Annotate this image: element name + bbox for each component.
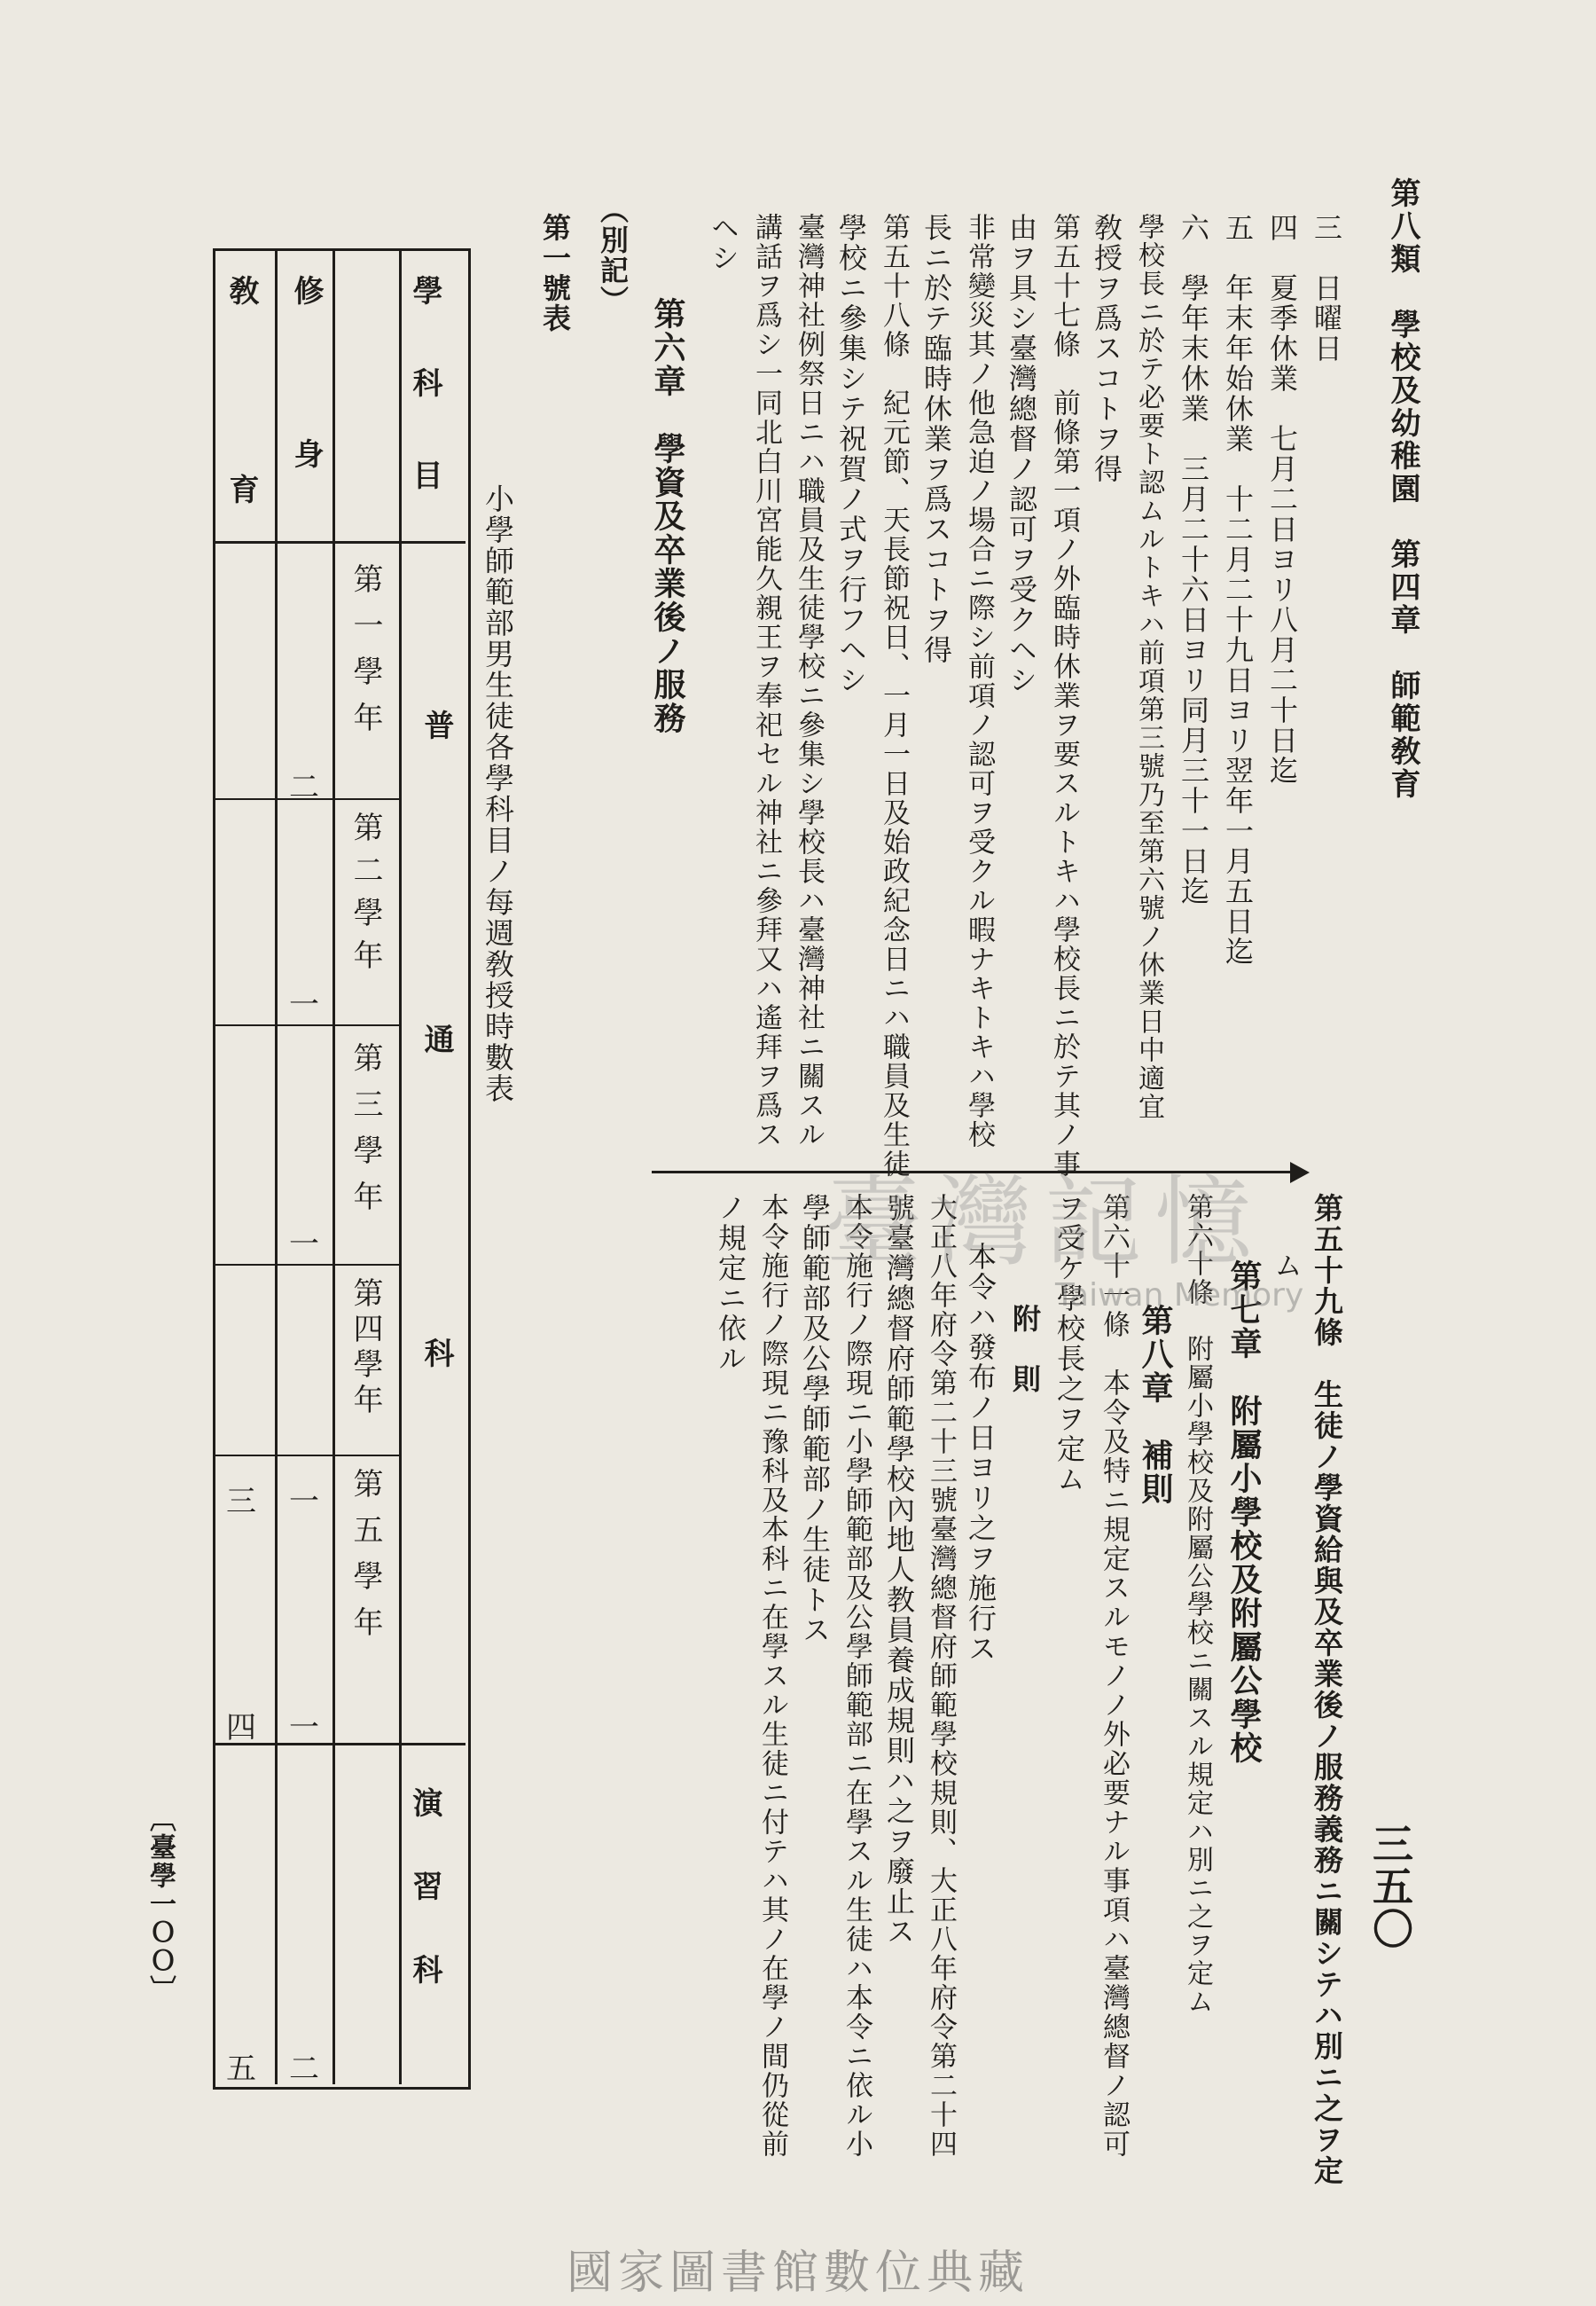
shrine-clause-end: ヘシ — [707, 213, 740, 273]
table-title: 小學師範部男生徒各學科目ノ每週敎授時數表 — [481, 483, 515, 1104]
chapter-8-heading: 第八章 補則 — [1137, 1304, 1174, 1506]
principal-clause-cont: 敎授ヲ爲スコトヲ得 — [1090, 213, 1123, 484]
holiday-6: 六 學年末休業 三月二十六日ヨリ同月三十一日迄 — [1177, 213, 1210, 906]
article-57-cont: 由ヲ具シ臺灣總督ノ認可ヲ受クヘシ — [1005, 213, 1038, 695]
watermark-logo: 臺灣記憶 — [825, 1165, 1264, 1279]
row-line-y4 — [215, 1455, 402, 1456]
shrine-clause: 臺灣神社例祭日ニハ職員及生徒學校ニ參集シ學校長ハ臺灣神社ニ關スル — [793, 213, 825, 1149]
article-59-cont: ム — [1270, 1251, 1303, 1281]
emergency-clause: 非常變災其ノ他急迫ノ場合ニ際シ前項ノ認可ヲ受クル暇ナキトキハ學校 — [963, 213, 995, 1149]
supp-2: 大正八年府令第二十三號臺灣總督府師範學校規則、大正八年府令第二十四 — [925, 1193, 957, 2159]
shrine-clause-cont: 講話ヲ爲シ一同北白川宮能久親王ヲ奉祀セル神社ニ參拜又ハ遙拜ヲ爲ス — [750, 213, 782, 1149]
supp-4-cont: ノ規定ニ依ル — [714, 1193, 747, 1374]
subject-header: 學科目 — [407, 275, 442, 552]
supplementary-heading: 附 則 — [1008, 1304, 1042, 1394]
ethics-practice: 二 — [289, 2051, 319, 2087]
education-practice: 五 — [226, 2051, 256, 2087]
library-footer: 國家圖書館數位典藏 — [566, 2247, 1029, 2300]
ethics-year1: 二 — [289, 770, 319, 805]
education-year4: 三 — [226, 1484, 256, 1519]
emergency-clause-cont: 長ニ於テ臨時休業ヲ爲スコトヲ得 — [919, 213, 953, 665]
col-line-1 — [399, 251, 402, 2084]
education-year5: 四 — [226, 1710, 256, 1745]
ethics-year2: 一 — [289, 987, 319, 1023]
arrow-marker-icon — [1290, 1162, 1310, 1183]
table-number: 第一號表 — [538, 213, 572, 333]
subject-ethics: 修身 — [288, 275, 324, 601]
supp-1: 本令ハ發布ノ日ヨリ之ヲ施行ス — [964, 1242, 998, 1664]
article-59: 第五十九條 生徒ノ學資給與及卒業後ノ服務義務ニ關シテハ別ニ之ヲ定 — [1310, 1193, 1344, 2186]
year-4-header: 第四學年 — [348, 1277, 383, 1419]
sheet-label: 〔臺學一ＯＯ〕 — [145, 1805, 176, 2004]
supp-4: 本令施行ノ際現ニ豫科及本科ニ在學スル生徒ニ付テハ其ノ在學ノ間仍從前 — [756, 1193, 788, 2159]
article-60: 第六十條 附屬小學校及附屬公學校ニ關スル規定ハ別ニ之ヲ定ム — [1182, 1193, 1213, 2016]
chapter-7-heading: 第七章 附屬小學校及附屬公學校 — [1225, 1259, 1263, 1765]
supp-2-cont: 號臺灣總督府師範學校內地人教員養成規則ハ之ヲ廢止ス — [882, 1193, 916, 1947]
principal-clause: 學校長ニ於テ必要ト認ムルトキハ前項第三號乃至第六號ノ休業日中適宜 — [1133, 213, 1164, 1121]
running-head: 第八類 學校及幼稚園 第四章 師範敎育 — [1385, 177, 1420, 801]
ethics-year5: 一 — [289, 1710, 319, 1745]
supp-3-cont: 學師範部及公學師範部ノ生徒トス — [798, 1193, 832, 1645]
page-number: 三五〇 — [1366, 1823, 1414, 1950]
article-58-cont: 學校ニ參集シテ祝賀ノ式ヲ行フヘシ — [834, 213, 868, 695]
article-61-cont: ヲ受ケ學校長之ヲ定ム — [1052, 1193, 1086, 1494]
year-3-header: 第三學年 — [348, 1042, 383, 1227]
holiday-3: 三 日曜日 — [1310, 213, 1343, 364]
practice-course-header: 演習科 — [407, 1787, 442, 2037]
article-57: 第五十七條 前條第一項ノ外臨時休業ヲ要スルトキハ學校長ニ於テ其ノ事 — [1048, 213, 1080, 1179]
ethics-year4: 一 — [289, 1484, 319, 1519]
supp-3: 本令施行ノ際現ニ小學師範部及公學師範部ニ在學スル生徒ハ本令ニ依ル小 — [841, 1193, 872, 2159]
subject-education: 敎育 — [223, 275, 259, 672]
col-line-2 — [332, 251, 335, 2084]
general-course-header: 普通科 — [419, 710, 454, 1651]
annex-label: （別記） — [596, 195, 630, 316]
chapter-6-heading: 第六章 學資及卒業後ノ服務 — [649, 297, 686, 735]
watermark-logo-en: Taiwan Memory — [1055, 1277, 1304, 1314]
year-2-header: 第二學年 — [348, 812, 383, 982]
year-5-header: 第五學年 — [348, 1468, 383, 1652]
row-line-y3 — [215, 1264, 402, 1266]
holiday-4: 四 夏季休業 七月二日ヨリ八月二十日迄 — [1265, 213, 1299, 786]
ethics-year3: 一 — [289, 1227, 319, 1262]
article-61: 第六十一條 本令及特ニ規定スルモノノ外必要ナル事項ハ臺灣總督ノ認可 — [1098, 1193, 1130, 2159]
row-line-y2 — [215, 1024, 402, 1026]
article-58: 第五十八條 紀元節、天長節祝日、一月一日及始政紀念日ニハ職員及生徒 — [878, 213, 910, 1179]
year-1-header: 第一學年 — [348, 563, 383, 748]
col-line-3 — [275, 251, 278, 2084]
holiday-5: 五 年末年始休業 十二月二十九日ヨリ翌年一月五日迄 — [1221, 213, 1255, 967]
